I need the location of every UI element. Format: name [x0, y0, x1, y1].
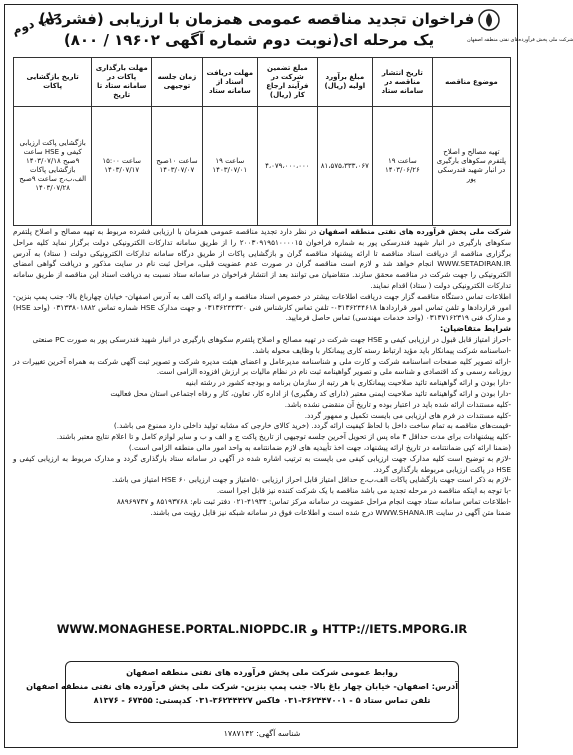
ad-id: شناسه آگهی: ۱۷۸۷۱۴۲: [223, 729, 301, 738]
condition-item: ضمنا متن آگهی در سایت WWW.SHANA.IR درج شده است و اطلاعات فوق در سامانه شبکه نیز قابل رؤیت می باشند.: [150, 507, 511, 517]
cell-guarantee: ۴،۰۷۹،۰۰۰،۰۰۰: [257, 107, 317, 226]
cell-opening-date: بازگشایی پاکت ارزیابی کیفی و HSE ساعت ۹صبح ۱۴۰۳/۰۷/۱۸ بازگشایی پاکات الف،ب،ج ساعت ۹صبح ۱۴۰۳/۰۷/۲۸: [14, 107, 92, 226]
cell-docs-deadline: ساعت ۱۹ ۱۴۰۳/۰۷/۰۱: [202, 107, 257, 226]
website-links: WWW.MONAGHESE.PORTAL.NIOPDC.IR و HTTP://IETS.MPORG.IR: [56, 622, 468, 636]
col-opening-date: تاریخ بازگشایی پاکات: [14, 58, 92, 107]
condition-item: -اساسنامه شرکت پیمانکار باید مؤید ارتباط رسته کاری پیمانکار با وظایف محوله باشد.: [252, 345, 511, 355]
condition-item: -قیمت‌های مناقصه به تمام ساخت داخل با لحاظ کیفیت ارائه گردد. (خرید کالای خارجی که مشابه تولید داخلی دارد ممنوع می باشد.): [113, 421, 511, 431]
condition-item: -احراز امتیاز قابل قبول در ارزیابی کیفی و HSE جهت شرکت در تهیه مصالح و اصلاح پلتفرم سکوهای بارگیری در انبار شهید فندرسکی پور به صورت PC صنعتی: [32, 334, 511, 344]
ad-header: [5, 5, 573, 55]
col-publish-date: تاریخ انتشار مناقصه در سامانه ستاد: [372, 58, 432, 107]
contact-paragraph: اطلاعات تماس دستگاه مناقصه گزار جهت دریافت اطلاعات بیشتر در خصوص اسناد مناقصه و ارائه پاکت الف به آدرس اصفهان- خیابان چهارباغ بالا- جنب پمپ بنزین- امور قراردادها و تلفن تماس امور قراردادها ۰۳۱۳۶۲۴۴۶۱۸- تلفن تماس کارشناس فنی ۰۳۱۳۶۲۴۴۳۲۰ و جهت مدارک HSE شماره تماس ۰۳۱۳۳۸۰۱۸۸۲ (واحد HSE) و مدارک فنی ۰۳۱۳۷۱۶۲۳۱۹ (واحد خدمات مهندسی) تماس حاصل فرمایید.: [13, 291, 511, 323]
table-header-row: [14, 58, 511, 107]
col-upload-deadline: مهلت بارگذاری پاکات در سامانه ستاد تا تاریخ: [92, 58, 152, 107]
logo-caption: شرکت ملی پخش فرآورده‌های نفتی منطقه اصفهان: [467, 37, 573, 43]
col-estimate: مبلغ برآورد اولیه (ریال): [317, 58, 372, 107]
condition-item: -کلیه مستندات در فرم های ارزیابی می بایست تکمیل و ممهور گردد.: [304, 410, 511, 420]
col-subject: موضوع مناقصه: [432, 58, 510, 107]
intro-company: شرکت ملی پخش فرآورده های نفتی منطقه اصفهان: [318, 227, 512, 236]
table-row: [14, 107, 511, 226]
condition-item: -اطلاعات تماس سامانه ستاد جهت انجام مراحل عضویت در سامانه مرکز تماس: ۴۱۹۳۴-۰۲۱ دفتر ثبت نام: ۸۵۱۹۳۷۶۸ و ۸۸۹۶۹۷۳۷: [116, 496, 511, 506]
col-briefing: زمان جلسه توجیهی: [152, 58, 203, 107]
intro-text: در نظر دارد تجدید مناقصه عمومی همزمان با ارزیابی فشرده مربوط به تهیه مصالح و اصلاح پلتفرم سکوهای بارگیری در انبار شهید فندرسکی پور به شماره فراخوان ۲۰۰۳۰۹۱۹۵۱۰۰۰۰۱۵ را از طریق سامانه تدارکات الکترونیکی دولت برگزار نماید کلیه مراحل برگزاری مناقصه از دریافت اسناد مناقصه تا ارائه پیشنهاد مناقصه گران و بازگشایی پاکات از طریق درگاه سامانه تدارکات الکترونیکی دولت ( ستاد) به آدرس WWW.SETADIRAN.IR انجام خواهد شد و لازم است مناقصه گران در صورت عدم عضویت قبلی، مراحل ثبت نام در سایت مذکور و دریافت گواهی امضای الکترونیکی را جهت شرکت در مناقصه محقق سازند. متقاضیان می توانند بعد از انتشار فراخوان در سامانه ستاد نسبت به دریافت اسناد این مناقصه از طریق سامانه تدارکات الکترونیکی دولت ( ستاد) اقدام نمایند.: [13, 227, 511, 290]
intro-paragraph: [13, 227, 511, 292]
condition-item: -کلیه مستندات ارائه شده باید در اعتبار بوده و تاریخ آن منقضی نشده باشد.: [284, 399, 511, 409]
cell-estimate: ۸۱،۵۷۵،۳۳۳،۰۶۷: [317, 107, 372, 226]
footer-box: [26, 661, 459, 723]
condition-item: -لازم به ذکر است جهت بازگشایی پاکات الف،ب،ج حداقل امتیاز قابل احراز ارزیابی ۵۰امتیاز و جهت ارزیابی HSE ۶۰ امتیاز می باشد.: [111, 475, 511, 485]
cell-briefing: ساعت ۱۰صبح ۱۴۰۳/۰۷/۰۷: [152, 107, 203, 226]
ad-body: [13, 227, 511, 617]
condition-item: -کلیه پیشنهادات برای مدت حداقل ۳ ماه پس از تحویل آخرین جلسه توجیهی از تاریخ پاکت ج و الف و ب و سایر لوازم کامل و تا اعلام نتایج معتبر باشند.: [56, 432, 511, 442]
condition-item: -ارائه تصویر کلیه صفحات اساسنامه شرکت و کارت ملی و شناسنامه مدیرعامل و اعضای هیئت مدیره شرکت و تصویر ثبت آگهی شرکت به همراه آخرین تغییرات در روزنامه رسمی و کد اقتصادی و شناسه ملی و تصویر گواهینامه ثبت نام در نظام مالیات بر ارزش افزوده الزامی است.: [13, 356, 511, 377]
cell-publish-date: ساعت ۱۹ ۱۴۰۳/۰۶/۲۶: [372, 107, 432, 226]
condition-item: -دارا بودن و ارائه گواهینامه تائید صلاحیت ایمنی معتبر (دارای کد رهگیری) از اداره کار، تعاون، کار و رفاه اجتماعی استان محل فعالیت: [110, 388, 511, 398]
ad-title-line-2: یک مرحله ای(نوبت دوم شماره آگهی ۱۹۶۰۲ / ۸۰۰): [63, 31, 435, 49]
condition-item: (ضمنا ارائه کپی ضمانتنامه در تاریخ ارائه پیشنهاد، جهت اخذ تأییدیه های لازم ضمانتنامه به واحد امور مالی منطقه الزامی است.): [128, 442, 511, 452]
condition-item: -با توجه به اینکه مناقصه در مرحله تجدید می باشد مناقصه با یک شرکت کننده نیز قابل اجرا است.: [216, 486, 511, 496]
logo-icon: [476, 9, 502, 33]
tender-table: [13, 57, 511, 226]
conditions-title: شرایط متقاضیان:: [440, 324, 511, 334]
ad-frame: [4, 4, 573, 748]
second-print-stamp: چاپ دوم: [10, 6, 64, 38]
cell-upload-deadline: ساعت ۱۵:۰۰ ۱۴۰۳/۰۷/۱۷: [92, 107, 152, 226]
footer-line-1: روابط عمومی شرکت ملی پخش فرآورده های نفتی منطقه اصفهان: [126, 667, 398, 677]
ad-title-line-1: فراخوان تجدید مناقصه عمومی همزمان با ارزیابی (فشرده): [39, 10, 475, 28]
cell-subject: تهیه مصالح و اصلاح پلتفرم سکوهای بارگیری در انبار شهید فندرسکی پور: [432, 107, 510, 226]
col-guarantee: مبلغ تضمین شرکت در فرآیند ارجاع کار (ریال): [257, 58, 317, 107]
col-docs-deadline: مهلت دریافت اسناد از سامانه ستاد: [202, 58, 257, 107]
footer-line-3: تلفن تماس ستاد ۵ - ۳۶۲۴۴۷۰۰۱-۰۳۱ فاکس ۳۶۲۴۴۴۲۷-۰۳۱ کدپستی: ۶۷۴۵۵ - ۸۱۳۷۶: [93, 695, 431, 705]
footer-line-2: آدرس: اصفهان- خیابان چهار باغ بالا- جنب پمپ بنزین- شرکت ملی پخش فرآورده های نفتی منطقه اصفهان: [26, 681, 458, 691]
condition-item: -لازم به توضیح است کلیه مدارک جهت ارزیابی کیفی می بایست به ترتیب اشاره شده در آگهی در سامانه ستاد بارگذاری گردد و مدارک مربوط به ارزیابی کیفی و HSE در پاکت ارزیابی مربوطه بارگذاری گردد.: [13, 453, 511, 474]
condition-item: -دارا بودن و ارائه گواهینامه تائید صلاحیت پیمانکاری با هر رتبه از سازمان برنامه و بودجه کشور در رشته ابنیه: [185, 378, 511, 388]
